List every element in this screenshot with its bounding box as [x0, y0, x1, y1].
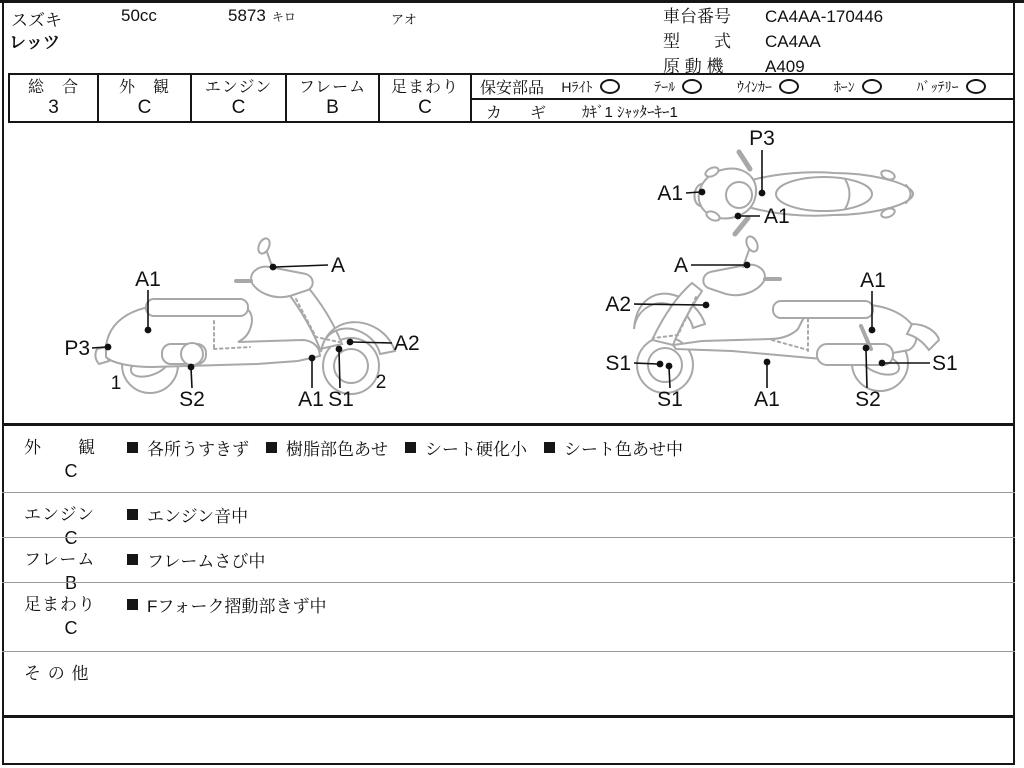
- marker-dot: [188, 364, 195, 371]
- marker-dot: [105, 344, 112, 351]
- condition-note: [405, 435, 527, 460]
- condition-note: [127, 435, 249, 460]
- marker-dot: [764, 359, 771, 366]
- safety-item-label: Hﾗｲﾄ: [561, 78, 593, 95]
- marker-dot: [657, 361, 664, 368]
- safety-items: [544, 77, 1003, 97]
- grade-label: 外 観: [118, 78, 170, 96]
- label-s2-right-view: S2: [855, 388, 881, 411]
- mileage: [228, 6, 296, 26]
- condition-note: [127, 502, 248, 527]
- note-text: 各所うすきず: [147, 440, 249, 459]
- bullet-square-icon: [405, 442, 416, 453]
- grade-row: [8, 73, 1015, 123]
- label-p3-left-view: P3: [64, 337, 90, 360]
- label-a1-bottom-top-view: A1: [764, 205, 790, 228]
- condition-grade: C: [64, 528, 78, 548]
- mileage-unit: キロ: [271, 10, 296, 24]
- label-a1-top-left-view: A1: [135, 268, 161, 291]
- condition-notes: [127, 652, 1015, 715]
- safety-item-label: ﾃｰﾙ: [654, 78, 676, 95]
- ok-circle-icon: [966, 79, 986, 94]
- condition-row-undercarriage: [2, 582, 1015, 651]
- chassis-label: 車台番号: [663, 7, 731, 26]
- chassis-row: [663, 4, 883, 29]
- marker-dot: [744, 262, 751, 269]
- marker-dot: [703, 302, 710, 309]
- label-s1-bottom-right-view: S1: [657, 388, 683, 411]
- label-s1-right-right-view: S1: [932, 352, 958, 375]
- damage-diagram-svg: [2, 123, 1015, 423]
- condition-label: フレーム: [24, 550, 96, 569]
- label-a2-right-view: A2: [605, 293, 631, 316]
- label-a2-left-view: A2: [394, 332, 420, 355]
- bullet-square-icon: [544, 442, 555, 453]
- condition-label-block: [2, 538, 127, 593]
- key-label: カ ギ: [486, 105, 553, 122]
- damage-diagram-area: [2, 123, 1015, 423]
- safety-item-taillight: [654, 77, 702, 97]
- condition-note: [127, 547, 265, 572]
- condition-note: [127, 592, 327, 617]
- grade-label: 総 合: [27, 78, 79, 96]
- marker-dot: [699, 189, 706, 196]
- grade-value: C: [418, 96, 432, 118]
- safety-parts-box: [472, 75, 1013, 121]
- bullet-square-icon: [266, 442, 277, 453]
- label-s1-left-view: S1: [328, 388, 354, 411]
- grade-label: エンジン: [204, 78, 273, 96]
- note-text: 樹脂部色あせ: [286, 440, 388, 459]
- grade-box-engine: [192, 75, 287, 121]
- label-s1-left-right-view: S1: [605, 352, 631, 375]
- engine-code-label: 原 動 機: [663, 57, 724, 76]
- condition-label-block: [2, 652, 127, 715]
- model-name: レッツ: [9, 33, 60, 52]
- grade-value: C: [137, 96, 152, 118]
- condition-grade: C: [64, 618, 78, 638]
- condition-row-exterior: [2, 426, 1015, 492]
- bullet-square-icon: [127, 442, 138, 453]
- label-p3-top-view: P3: [749, 127, 775, 150]
- model-code-value: CA4AA: [765, 32, 821, 51]
- maker-name: スズキ: [11, 11, 62, 30]
- label-a-right-view: A: [673, 254, 688, 277]
- color-code: アオ: [391, 12, 417, 27]
- marker-dot: [336, 346, 343, 353]
- condition-label-block: [2, 426, 127, 492]
- condition-grade: C: [64, 461, 78, 481]
- grade-box-frame: [287, 75, 380, 121]
- condition-note: [544, 435, 683, 460]
- mileage-value: 5873: [228, 6, 266, 25]
- note-text: フレームさび中: [147, 552, 266, 571]
- key-value: ｶｷﾞ1 ｼｬｯﾀｰｷｰ1: [582, 104, 678, 121]
- model-code-label: 型 式: [663, 32, 731, 51]
- scooter-left-view: [95, 237, 395, 394]
- safety-item-label: ﾊﾞｯﾃﾘｰ: [916, 78, 959, 95]
- marker-dot: [145, 327, 152, 334]
- safety-item-winker: [737, 77, 799, 97]
- bullet-square-icon: [127, 509, 138, 520]
- label-a1-bottom-left-view: A1: [298, 388, 324, 411]
- grade-box-exterior: [99, 75, 192, 121]
- condition-notes: [127, 426, 1015, 492]
- note-text: エンジン音中: [147, 507, 249, 526]
- marker-dot: [759, 190, 766, 197]
- safety-item-label: ｳｲﾝｶｰ: [737, 78, 773, 95]
- condition-notes: [127, 493, 1015, 537]
- note-text: シート色あせ中: [564, 440, 683, 459]
- scooter-top-view: [694, 152, 913, 234]
- safety-item-battery: [917, 77, 986, 97]
- label-a1-bottom-right-view: A1: [754, 388, 780, 411]
- bullet-square-icon: [127, 599, 138, 610]
- ok-circle-icon: [600, 79, 620, 94]
- condition-notes: [127, 583, 1015, 651]
- grade-box-overall: [10, 75, 99, 121]
- grade-label: フレーム: [298, 78, 367, 96]
- ok-circle-icon: [682, 79, 702, 94]
- condition-label: そ の 他: [24, 664, 90, 683]
- marker-dot: [869, 327, 876, 334]
- condition-label: 外 観: [24, 438, 96, 457]
- condition-note: [266, 435, 388, 460]
- grade-value: 3: [48, 96, 59, 118]
- label-a-left-view: A: [331, 254, 346, 277]
- grade-box-undercarriage: [380, 75, 472, 121]
- ok-circle-icon: [862, 79, 882, 94]
- key-row: [472, 100, 1013, 123]
- label-a1-top-right-view: A1: [860, 269, 886, 292]
- condition-row-other: [2, 651, 1015, 715]
- label-a1-left-top-view: A1: [657, 182, 683, 205]
- marker-dot: [879, 360, 886, 367]
- marker-dot: [309, 355, 316, 362]
- note-text: シート硬化小: [425, 440, 527, 459]
- condition-label: 足まわり: [24, 595, 96, 614]
- registration-block: [663, 4, 883, 79]
- ok-circle-icon: [779, 79, 799, 94]
- grade-value: B: [326, 96, 339, 118]
- safety-parts-row: [472, 75, 1013, 100]
- condition-row-engine: [2, 492, 1015, 548]
- condition-label: エンジン: [24, 505, 96, 524]
- condition-row-frame: [2, 537, 1015, 593]
- safety-item-horn: [834, 77, 882, 97]
- condition-grade: B: [64, 573, 77, 593]
- model-code-row: [663, 29, 883, 54]
- grade-label: 足まわり: [390, 78, 459, 96]
- marker-dot: [666, 363, 673, 370]
- bullet-square-icon: [127, 554, 138, 565]
- condition-label-block: [2, 493, 127, 548]
- label-s2-left-view: S2: [179, 388, 205, 411]
- engine-code-value: A409: [765, 57, 805, 76]
- safety-item-headlight: [561, 77, 619, 97]
- displacement: 50cc: [121, 6, 157, 25]
- condition-notes: [127, 538, 1015, 582]
- marker-dot: [863, 345, 870, 352]
- safety-item-label: ﾎｰﾝ: [833, 78, 855, 95]
- marker-dot: [270, 264, 277, 271]
- marker-dot: [735, 213, 742, 220]
- condition-label-block: [2, 583, 127, 651]
- chassis-value: CA4AA-170446: [765, 7, 884, 26]
- label-wheel-2: 2: [375, 372, 387, 393]
- label-wheel-1: 1: [110, 373, 122, 394]
- note-text: Fフォーク摺動部きず中: [147, 597, 327, 616]
- marker-dot: [347, 339, 354, 346]
- condition-table: [2, 423, 1015, 718]
- safety-section-label: 保安部品: [480, 80, 545, 97]
- grade-value: C: [231, 96, 246, 118]
